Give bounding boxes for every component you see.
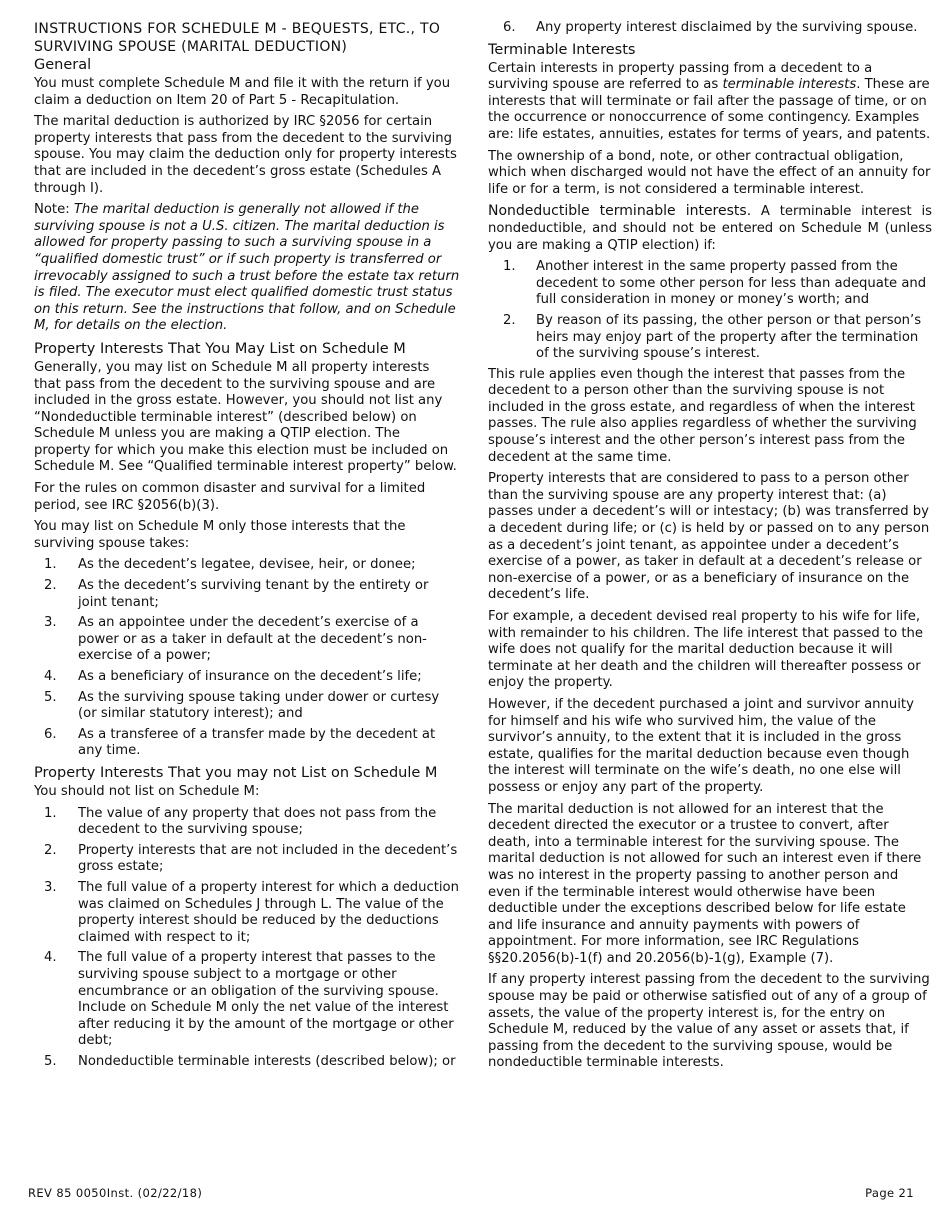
may-not-list-items xyxy=(34,806,460,1071)
may-not-list-continued xyxy=(488,20,932,37)
list-item: 1. The value of any property that does not pass from the decedent to the surviving spouse; xyxy=(44,805,437,838)
may-list-paragraph-3: You may list on Schedule M only those interests that the surviving spouse takes: xyxy=(34,519,406,551)
list-item: 2. By reason of its passing, the other person or that person’s heirs may enjoy part of the property after the termination of the surviving spouse’s interest. xyxy=(503,312,922,362)
terminable-interests-heading: Terminable Interests xyxy=(488,41,636,58)
nondeductible-label: Nondeductible terminable interests. xyxy=(488,203,752,220)
may-list-heading: Property Interests That You May List on Schedule M xyxy=(34,340,406,357)
list-item: 2. As the decedent’s surviving tenant by the entirety or joint tenant; xyxy=(44,578,429,610)
may-list-paragraph-1: Generally, you may list on Schedule M all property interests that pass from the decedent to the surviving spouse and are included in the gross estate. However, you should not list any “Nondeductible terminable interest” (described below) on Schedule M unless you are making a QTIP election. The property for which you make this election must be included on Schedule M. See “Qualified terminable interest property” below. xyxy=(34,359,457,475)
general-heading: General xyxy=(34,57,92,73)
list-item: 5. Nondeductible terminable interests (described below); or xyxy=(44,1053,456,1069)
list-item: 3. As an appointee under the decedent’s exercise of a power or as a taker in default at the decedent’s non-exercise of a power; xyxy=(44,615,427,664)
note-text: The marital deduction is generally not allowed if the surviving spouse is not a U.S. citizen. The marital deduction is allowed for property passing to such a surviving spouse in a “qualified domestic trust” or if such property is transferred or irrevocably assigned to such a trust before the estate tax return is filed. The executor must elect qualified domestic trust status on this return. See the instructions that follow, and on Schedule M, for details on the election. xyxy=(34,202,460,334)
nondeductible-items xyxy=(488,259,932,363)
general-paragraph-2: The marital deduction is authorized by IRC §2056 for certain property interests that pass from the decedent to the surviving spouse. You may claim the deduction only for property interests that are included in the decedent’s gross estate (Schedules A through I). xyxy=(34,114,457,196)
rule-paragraph: This rule applies even though the interest that passes from the decedent to a person other than the surviving spouse is not included in the gross estate, and regardless of when the interest passes. The rule also applies regardless of whether the surviving spouse’s interest and the other person’s interest pass from the decedent at the same time. xyxy=(488,366,917,465)
nondeductible-paragraph: Nondeductible terminable interests. A terminable interest is nondeductible, and should not be entered on Schedule M (unless you are making a QTIP election) if: xyxy=(488,203,932,253)
property-paragraph: Property interests that are considered to pass to a person other than the surviving spouse are any property interest that: (a) passes under a decedent’s will or intestacy; (b) was transferred by a decedent during life; or (c) is held by or passed on to any person as a decedent’s joint tenant, as appointee under a decedent’s exercise of a power, as taker in default at a decedent’s release or non-exercise of a power, or as a beneficiary of insurance on the decedent’s life. xyxy=(488,471,930,603)
form-id: REV 85 0050Inst. (02/22/18) xyxy=(28,1186,203,1200)
list-item: 3. The full value of a property interest for which a deduction was claimed on Schedules J through L. The value of the property interest should be reduced by the deductions claimed with respect to it; xyxy=(44,879,459,945)
note-label: Note: xyxy=(34,202,74,218)
list-item: 1. Another interest in the same property passed from the decedent to some other person for less than adequate and full consideration in money or money’s worth; and xyxy=(503,259,927,308)
page-title: INSTRUCTIONS FOR SCHEDULE M - BEQUESTS, ETC., TO SURVIVING SPOUSE (MARITAL DEDUCTION) xyxy=(34,21,441,55)
may-not-list-intro: You should not list on Schedule M: xyxy=(34,783,260,799)
example-paragraph: For example, a decedent devised real property to his wife for life, with remainder to his children. The life interest that passed to the wife does not qualify for the marital deduction because it will terminate at her death and the children will thereafter possess or enjoy the property. xyxy=(488,609,923,691)
list-item: 4. As a beneficiary of insurance on the decedent’s life; xyxy=(44,669,422,684)
list-item: 6. As a transferee of a transfer made by the decedent at any time. xyxy=(44,726,436,759)
page-number: Page 21 xyxy=(865,1186,914,1200)
right-column xyxy=(488,20,932,1077)
may-not-list-heading: Property Interests That you may not List on Schedule M xyxy=(34,764,438,781)
may-list-paragraph-2: For the rules on common disaster and survival for a limited period, see IRC §2056(b)(3). xyxy=(34,481,426,513)
list-item: 2. Property interests that are not included in the decedent’s gross estate; xyxy=(44,842,458,875)
marital-paragraph: The marital deduction is not allowed for an interest that the decedent directed the executor or a trustee to convert, after death, into a terminable interest for the surviving spouse. The marital deduction is not allowed for such an interest even if there was no interest in the property passing to another person and even if the terminable interest would otherwise have been deductible under the exceptions described below for life estate and life insurance and annuity payments with powers of appointment. For more information, see IRC Regulations §§20.2056(b)-1(f) and 20.2056(b)-1(g), Example (7). xyxy=(488,801,922,966)
list-item: 6. Any property interest disclaimed by the surviving spouse. xyxy=(503,20,918,35)
left-column xyxy=(34,20,460,1074)
terminable-paragraph-2: The ownership of a bond, note, or other contractual obligation, which when discharged would not have the effect of an annuity for life or for a term, is not considered a terminable interest. xyxy=(488,148,931,197)
may-list-items xyxy=(34,557,460,760)
note-paragraph xyxy=(34,202,460,335)
list-item: 4. The full value of a property interest that passes to the surviving spouse subject to a mortgage or other encumbrance or an obligation of the surviving spouse. Include on Schedule M only the net value of the interest after reducing it by the amount of the mortgage or other debt; xyxy=(44,950,454,1049)
list-item: 1. As the decedent’s legatee, devisee, heir, or donee; xyxy=(44,557,416,573)
list-item: 5. As the surviving spouse taking under dower or curtesy (or similar statutory interest); and xyxy=(44,689,440,722)
however-paragraph: However, if the decedent purchased a joint and survivor annuity for himself and his wife who survived him, the value of the survivor’s annuity, to the extent that it is included in the gross estate, qualifies for the marital deduction because even though the interest will terminate on the wife’s death, no one else will possess or enjoy any part of the property. xyxy=(488,696,914,795)
if-paragraph: If any property interest passing from the decedent to the surviving spouse may be paid or otherwise satisfied out of any of a group of assets, the value of the property interest is, for the entry on Schedule M, reduced by the value of any asset or assets that, if passing from the decedent to the surviving spouse, would be nondeductible terminable interests. xyxy=(488,972,930,1071)
general-paragraph-1: You must complete Schedule M and file it with the return if you claim a deduction on Item 20 of Part 5 - Recapitulation. xyxy=(34,76,451,108)
terminable-paragraph-1: Certain interests in property passing from a decedent to a surviving spouse are referred to as terminable interests. These are interests that will terminate or fail after the passage of time, or on the occurrence or nonoccurrence of some contingency. Examples are: life estates, annuities, estates for terms of years, and patents. xyxy=(488,60,931,142)
